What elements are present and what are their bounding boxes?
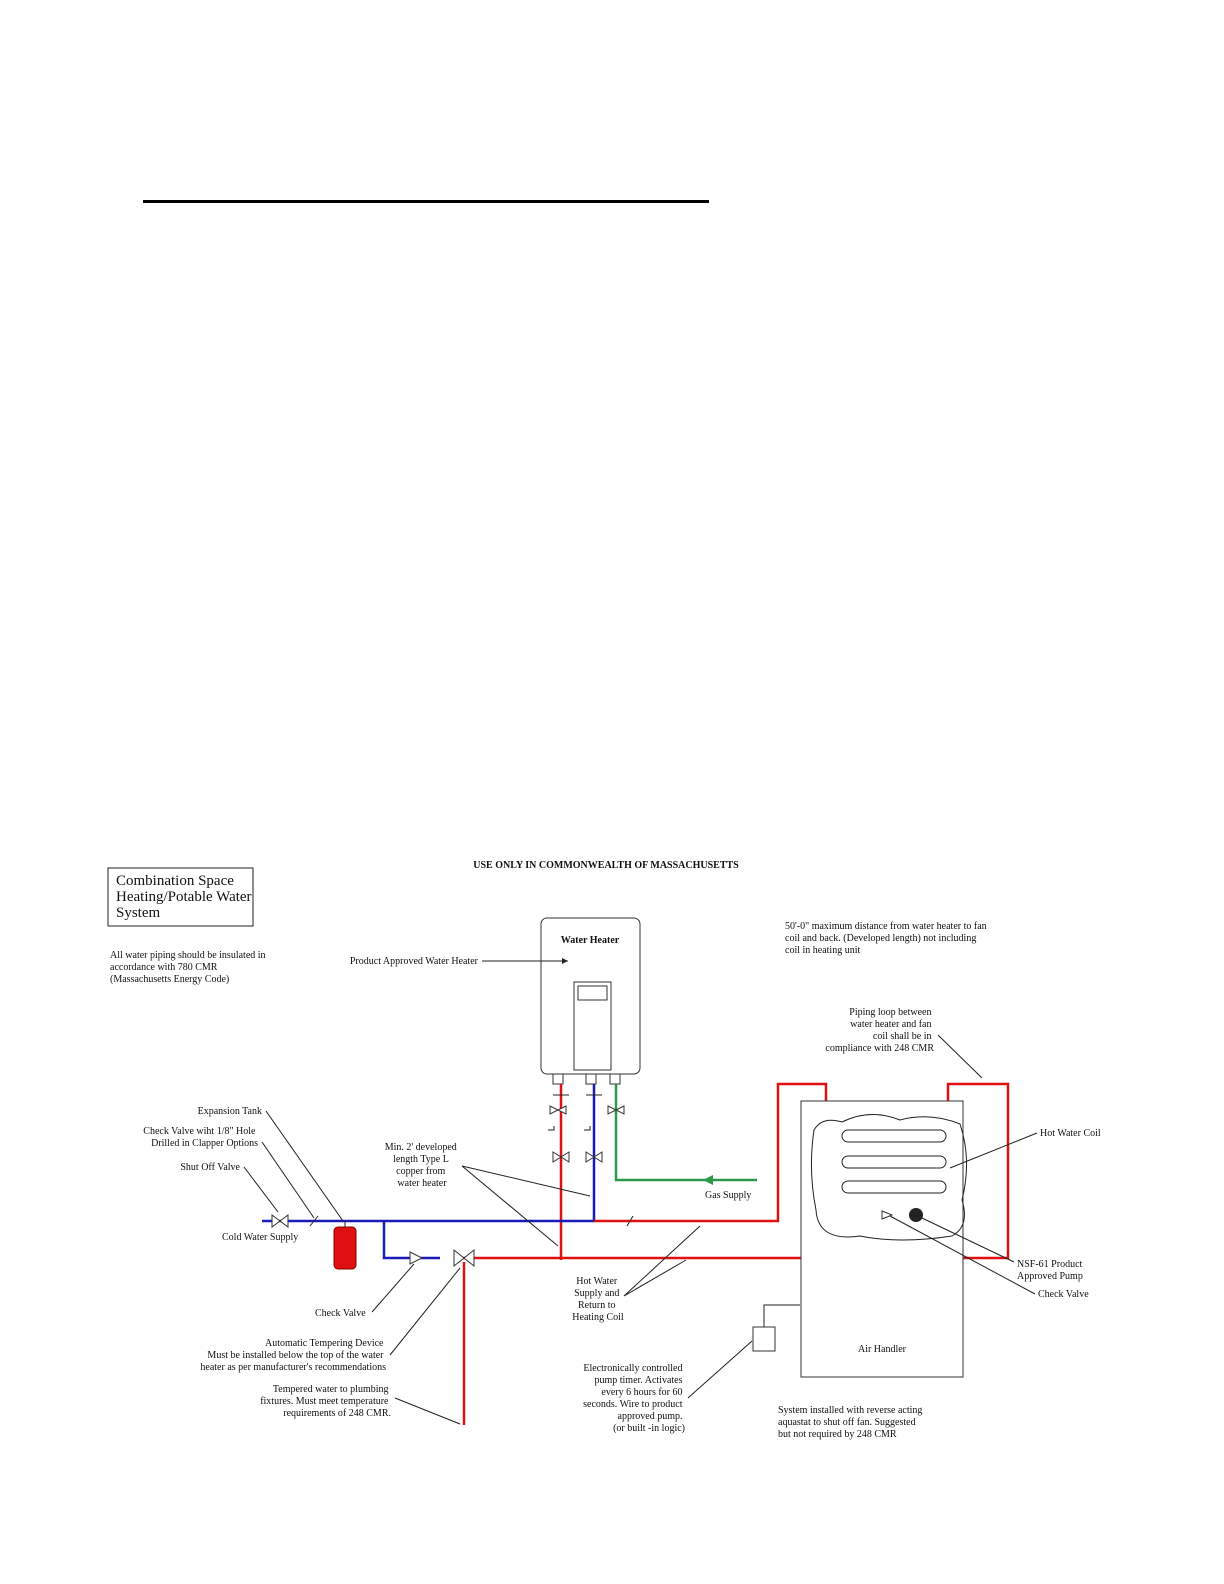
min-developed-length-leaders (462, 1166, 590, 1246)
pump-timer-box (753, 1327, 775, 1351)
piping-loop-note: Piping loop between water heater and fan coil shall be in compliance with 248 CMR (825, 1007, 934, 1054)
pump-timer-label: Electronically controlled pump timer. Activates every 6 hours for 60 seconds. Wire to product approved pump. (or built -in logic) (583, 1363, 685, 1434)
max-distance-note: 50'-0" maximum distance from water heater to fan coil and back. (Developed length) not including coil in heating unit (785, 921, 987, 956)
check-valve-hole-leader (262, 1142, 314, 1218)
min-developed-length-label: Min. 2' developed length Type L copper from water heater (384, 1142, 457, 1189)
shut-off-valve-label: Shut Off Valve (180, 1162, 240, 1173)
gas-supply-label: Gas Supply (705, 1190, 752, 1201)
water-heater-display (578, 986, 607, 1000)
hot-outlet-fitting (553, 1074, 563, 1084)
air-handler-label: Air Handler (857, 1344, 907, 1355)
gas-supply-pipe (616, 1084, 757, 1180)
check-valve-hole-label: Check Valve wiht 1/8" Hole Drilled in Clapper Options (143, 1126, 258, 1149)
gas-flow-arrow (703, 1175, 713, 1185)
insulation-note: All water piping should be insulated in accordance with 780 CMR (Massachusetts Energy Code) (110, 950, 266, 985)
check-valve-left-symbol (410, 1252, 422, 1264)
nsf-pump-label: NSF-61 Product Approved Pump (1017, 1259, 1083, 1282)
shut-off-valve-leader (244, 1167, 278, 1212)
pump-symbol (909, 1208, 923, 1222)
pump-timer-leader (688, 1341, 752, 1398)
product-approved-heater-label: Product Approved Water Heater (349, 956, 478, 967)
piping-loop-leader (938, 1035, 982, 1078)
tempered-water-leader (395, 1398, 460, 1424)
heater-valves (548, 1095, 624, 1162)
check-valve-left-label: Check Valve (315, 1308, 366, 1319)
tempering-device-leader (390, 1268, 460, 1355)
title-text: Combination Space Heating/Potable Water System (116, 873, 252, 921)
aquastat-note: System installed with reverse acting aquastat to shut off fan. Suggested but not required by 248 CMR (778, 1405, 923, 1440)
hot-water-coil-label: Hot Water Coil (1040, 1128, 1101, 1139)
hot-water-supply-return-label: Hot Water Supply and Return to Heating Coil (572, 1276, 624, 1323)
tempering-device-label: Automatic Tempering Device Must be installed below the top of the water heater as per manufacturer's recommendations (200, 1338, 386, 1373)
shut-off-valve-symbol (272, 1215, 288, 1227)
pump-timer-wire (764, 1305, 800, 1327)
expansion-tank-symbol (334, 1227, 356, 1269)
water-heater-label: Water Heater (560, 935, 620, 946)
massachusetts-notice: USE ONLY IN COMMONWEALTH OF MASSACHUSETTS (473, 860, 739, 871)
expansion-tank-label: Expansion Tank (197, 1106, 262, 1117)
check-valve-left-leader (372, 1264, 414, 1312)
cold-water-supply-label: Cold Water Supply (222, 1232, 299, 1243)
hot-water-supply-return-leaders (624, 1226, 700, 1296)
cold-inlet-fitting (586, 1074, 596, 1084)
check-valve-right-label: Check Valve (1038, 1289, 1089, 1300)
gas-inlet-fitting (610, 1074, 620, 1084)
tempered-water-label: Tempered water to plumbing fixtures. Must meet temperature requirements of 248 CMR. (260, 1384, 391, 1419)
